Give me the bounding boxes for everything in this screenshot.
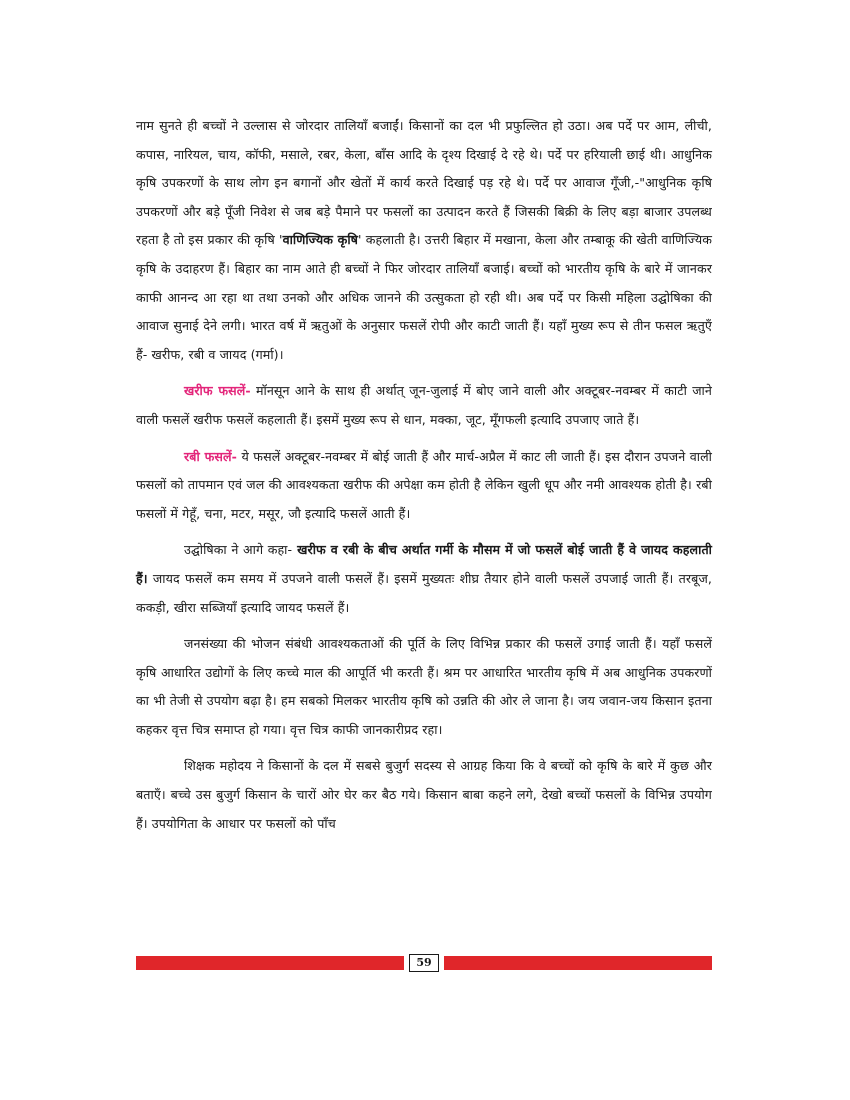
page-number: 59 [409, 954, 439, 972]
paragraph-teacher-request [136, 752, 712, 838]
paragraph-text: ये फसलें अक्टूबर-नवम्बर में बोई जाती हैं और मार्च-अप्रैल में काट ली जाती हैं। इस दौरान उपजने वाली फसलों को तापमान एवं जल की आवश्यकता खरीफ की अपेक्षा कम होती है लेकिन खुली धूप और नमी आवश्यक होती है। रबी फसलों में गेहूँ, चना, मटर, मसूर, जौ इत्यादि फसलें आती हैं। [136, 448, 712, 521]
paragraph-text: मॉनसून आने के साथ ही अर्थात् जून-जुलाई में बोए जाने वाली और अक्टूबर-नवम्बर में काटी जाने वाली फसलें खरीफ फसलें कहलाती हैं। इसमें मुख्य रूप से धान, मक्का, जूट, मूँगफली इत्यादि उपजाए जाते हैं। [136, 383, 712, 427]
paragraph-text: जायद फसलें कम समय में उपजने वाली फसलें हैं। इसमें मुख्यतः शीघ्र तैयार होने वाली फसलें उपजाई जाती हैं। तरबूज, ककड़ी, खीरा सब्जियाँ इत्यादि जायद फसलें हैं। [136, 570, 712, 615]
paragraph-text: शिक्षक महोदय ने किसानों के दल में सबसे बुजुर्ग सदस्य से आग्रह किया कि वे बच्चों को कृषि के बारे में कुछ और बताएँ। बच्चे उस बुजुर्ग किसान के चारों ओर घेर कर बैठ गये। किसान बाबा कहने लगे, देखो बच्चों फसलों के विभिन्न उपयोग हैं। उपयोगिता के आधार पर फसलों को पाँच [136, 758, 712, 831]
document-body [136, 112, 712, 846]
paragraph-text: उद्घोषिका ने आगे कहा- [184, 542, 293, 558]
paragraph-zaid [136, 536, 712, 622]
highlighted-term-commercial-farming: वाणिज्यिक कृषि [282, 232, 359, 248]
footer-bar-left [136, 956, 404, 970]
paragraph-rabi [136, 443, 712, 529]
paragraph-text: ' कहलाती है। उत्तरी बिहार में मखाना, केला और तम्बाकू की खेती वाणिज्यिक कृषि के उदाहरण हैं। बिहार का नाम आते ही बच्चों ने फिर जोरदार तालियाँ बजाई। बच्चों को भारतीय कृषि के बारे में जानकर काफी आनन्द आ रहा था तथा उनको और अधिक जानने की उत्सुकता हो रही थी। अब पर्दे पर किसी महिला उद्घोषिका की आवाज सुनाई देने लगी। भारत वर्ष में ऋतुओं के अनुसार फसलें रोपी और काटी जाती हैं। यहाँ मुख्य रूप से तीन फसल ऋतुएँ हैं- खरीफ, रबी व जायद (गर्मा)। [136, 232, 712, 362]
paragraph-population-crops [136, 630, 712, 744]
highlighted-sentence-zaid: खरीफ व रबी के बीच अर्थात गर्मी के मौसम में जो फसलें बोई जाती हैं वे जायद कहलाती हैं। [136, 542, 713, 586]
footer-bar-right [444, 956, 712, 970]
paragraph-kharif [136, 377, 712, 434]
paragraph-text: नाम सुनते ही बच्चों ने उल्लास से जोरदार तालियाँ बजाईं। किसानों का दल भी प्रफुल्लित हो उठा। अब पर्दे पर आम, लीची, कपास, नारियल, चाय, कॉफी, मसाले, रबर, केला, बाँस आदि के दृश्य दिखाई दे रहे थे। पर्दे पर हरियाली छाई थी। आधुनिक कृषि उपकरणों के साथ लोग इन बगानों और खेतों में कार्य करते दिखाई पड़ रहे थे। पर्दे पर आवाज गूँजी,-"आधुनिक कृषि उपकरणों और बड़े पूँजी निवेश से जब बड़े पैमाने पर फसलों का उत्पादन करते हैं जिसकी बिक्री के लिए बड़ा बाजार उपलब्ध रहता है तो इस प्रकार की कृषि ' [136, 118, 712, 248]
paragraph-commercial-farming [136, 112, 712, 369]
term-heading-kharif: खरीफ फसलें- [184, 383, 251, 399]
page-footer [136, 956, 712, 974]
term-heading-rabi: रबी फसलें- [184, 448, 238, 464]
paragraph-text: जनसंख्या की भोजन संबंधी आवश्यकताओं की पूर्ति के लिए विभिन्न प्रकार की फसलें उगाई जाती हैं। यहाँ फसलें कृषि आधारित उद्योगों के लिए कच्चे माल की आपूर्ति भी करती हैं। श्रम पर आधारित भारतीय कृषि में अब आधुनिक उपकरणों का भी तेजी से उपयोग बढ़ा है। हम सबको मिलकर भारतीय कृषि को उन्नति की ओर ले जाना है। जय जवान-जय किसान इतना कहकर वृत्त चित्र समाप्त हो गया। वृत्त चित्र काफी जानकारीप्रद रहा। [136, 636, 712, 737]
